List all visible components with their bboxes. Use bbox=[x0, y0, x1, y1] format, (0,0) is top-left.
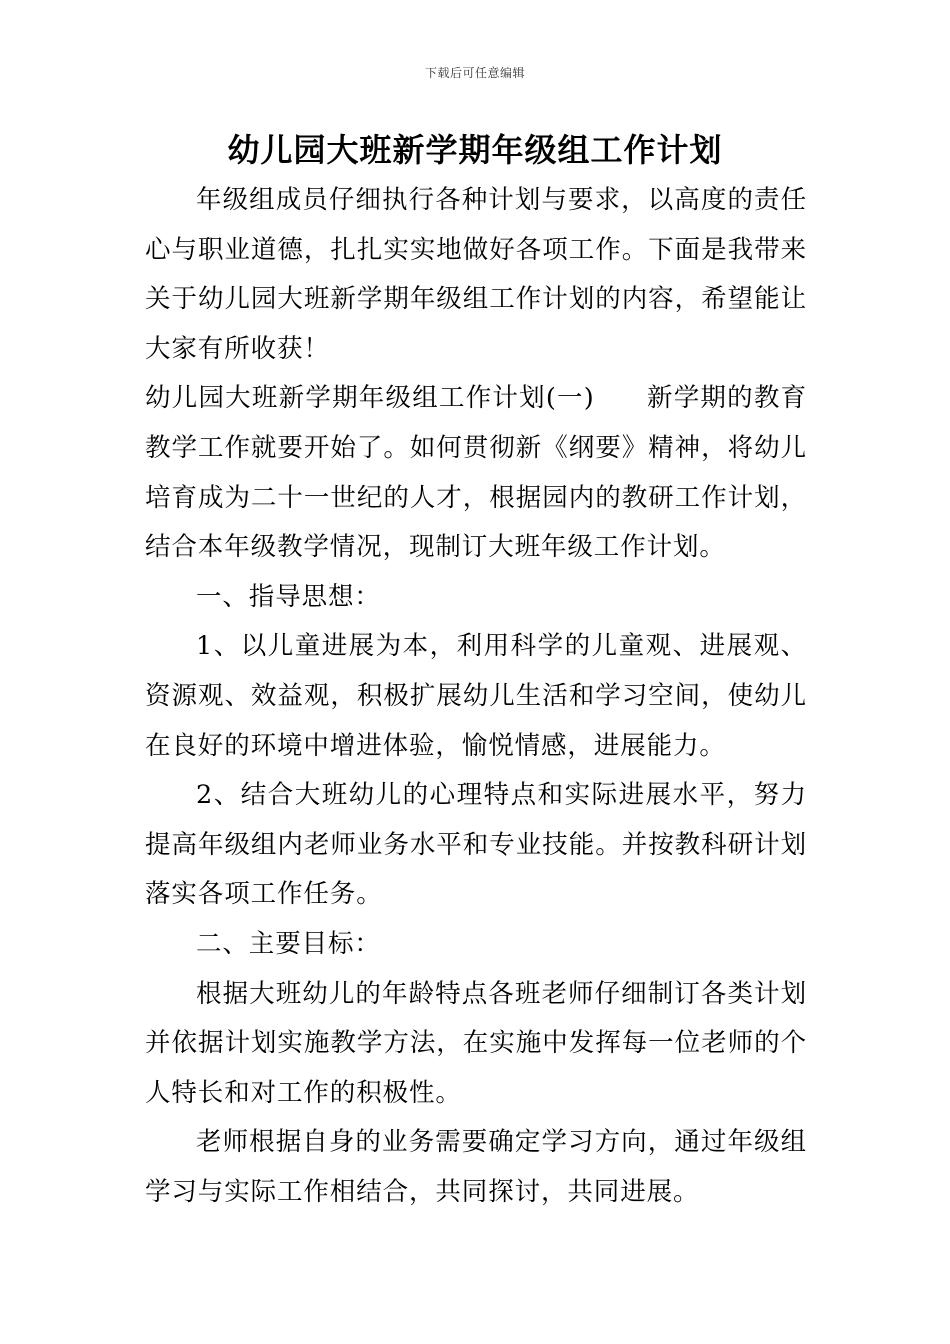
goal-1-paragraph: 根据大班幼儿的年龄特点各班老师仔细制订各类计划并依据计划实施教学方法，在实施中发挥每一位老师的个人特长和对工作的积极性。 bbox=[145, 978, 807, 1108]
header-note: 下载后可任意编辑 bbox=[424, 66, 525, 80]
goal-2-paragraph: 老师根据自身的业务需要确定学习方向，通过年级组学习与实际工作相结合，共同探讨，共同进展。 bbox=[145, 1127, 807, 1207]
heading-main-goals: 二、主要目标： bbox=[196, 928, 381, 959]
document-body bbox=[145, 176, 807, 1217]
document-title: 幼儿园大班新学期年级组工作计划 bbox=[227, 131, 723, 169]
point-1-paragraph: 1、以儿童进展为本，利用科学的儿童观、进展观、资源观、效益观，积极扩展幼儿生活和学习空间，使幼儿在良好的环境中增进体验，愉悦情感，进展能力。 bbox=[145, 631, 807, 761]
section-title: 幼儿园大班新学期年级组工作计划(一) bbox=[145, 383, 595, 414]
section-lead: 新学期的教育教学工作就要开始了。如何贯彻新《纲要》精神，将幼儿培育成为二十一世纪的人才，根据园内的教研工作计划，结合本年级教学情况，现制订大班年级工作计划。 bbox=[145, 383, 807, 563]
intro-paragraph: 年级组成员仔细执行各种计划与要求，以高度的责任心与职业道德，扎扎实实地做好各项工作。下面是我带来关于幼儿园大班新学期年级组工作计划的内容，希望能让大家有所收获！ bbox=[145, 185, 807, 364]
heading-guiding-ideology: 一、指导思想： bbox=[196, 581, 381, 612]
point-2-paragraph: 2、结合大班幼儿的心理特点和实际进展水平，努力提高年级组内老师业务水平和专业技能。并按教科研计划落实各项工作任务。 bbox=[145, 780, 807, 910]
section-paragraph bbox=[145, 374, 807, 572]
